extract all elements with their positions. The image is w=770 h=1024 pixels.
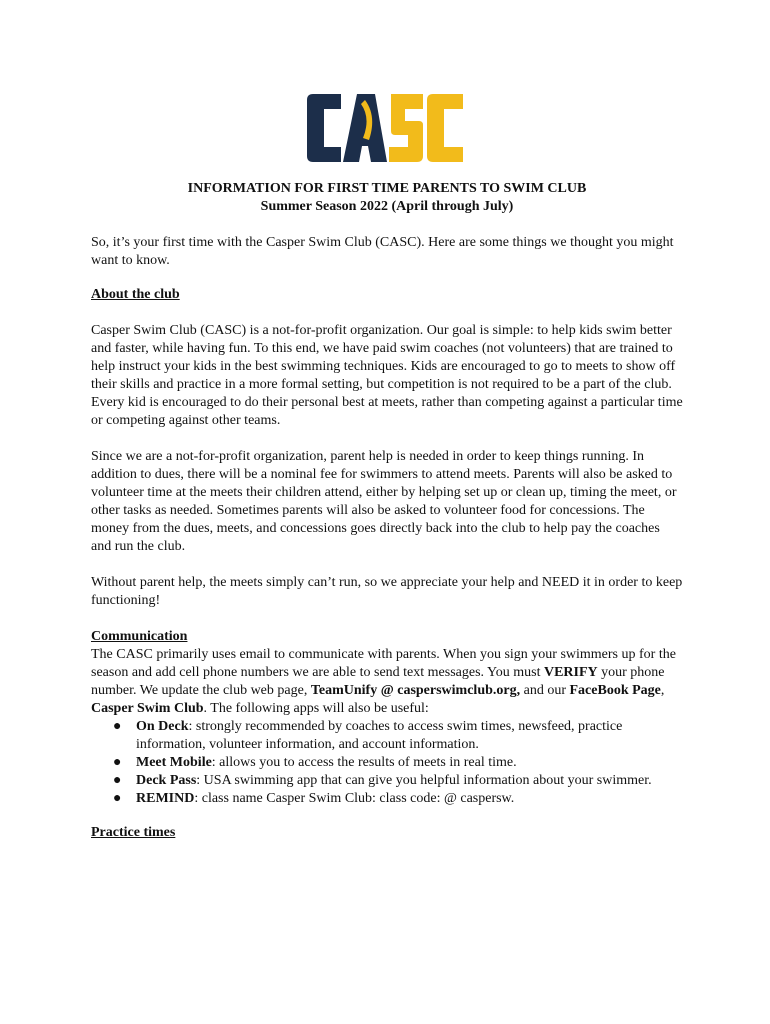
communication-heading: Communication: [91, 629, 188, 644]
bullet-icon: ●: [113, 755, 122, 770]
comm-verify: VERIFY: [543, 665, 598, 680]
comm-facebook-link[interactable]: FaceBook Page: [569, 683, 661, 698]
about-heading: About the club: [91, 287, 180, 302]
list-item: [91, 754, 683, 772]
doc-title: INFORMATION FOR FIRST TIME PARENTS TO SWIM CLUB: [187, 181, 587, 196]
app-desc: : USA swimming app that can give you helpful information about your swimmer.: [196, 773, 652, 788]
comm-text-1: The CASC primarily uses email to communicate with parents. When you sign your swimmers up for the season and add cell phone numbers we are able to send text messages. You must: [91, 647, 676, 680]
intro-paragraph: So, it’s your first time with the Casper Swim Club (CASC). Here are some things we thought you might want to know.: [91, 235, 674, 268]
communication-paragraph: [91, 646, 683, 718]
app-name: REMIND: [136, 791, 195, 806]
casc-logo: [305, 94, 465, 162]
app-desc: : class name Casper Swim Club: class code: @ caspersw.: [194, 791, 515, 806]
bullet-icon: ●: [113, 791, 122, 806]
doc-subtitle: Summer Season 2022 (April through July): [260, 199, 514, 214]
practice-heading: Practice times: [91, 825, 176, 840]
about-paragraph-1: Casper Swim Club (CASC) is a not-for-profit organization. Our goal is simple: to help kids swim better and faster, while having fun. To this end, we have paid swim coaches (not volunteers) that are trained to help instruct your kids in the best swimming techniques. Kids are encouraged to go to meets to show off their skills and practice in a more formal setting, but competition is not required to be a part of the club. Every kid is encouraged to do their personal best at meets, rather than competing against a particular time or competing against other teams.: [91, 323, 683, 428]
app-desc: : strongly recommended by coaches to access swim times, newsfeed, practice information, volunteer information, and account information.: [136, 719, 623, 752]
apps-list: [91, 718, 683, 808]
list-item: [91, 772, 683, 790]
list-item: [91, 718, 683, 754]
app-name: Deck Pass: [136, 773, 197, 788]
bullet-icon: ●: [113, 719, 122, 734]
comm-text-2: your phone number. We update the club web page,: [91, 665, 665, 698]
app-desc: : allows you to access the results of meets in real time.: [211, 755, 517, 770]
list-item: [91, 790, 683, 808]
app-name: Meet Mobile: [136, 755, 212, 770]
comm-text-3: and our: [520, 683, 570, 698]
comm-text-5: . The following apps will also be useful:: [203, 701, 429, 716]
document-body: [91, 180, 683, 842]
comm-text-4: ,: [660, 683, 665, 698]
comm-casper-swim-club: Casper Swim Club: [91, 701, 204, 716]
app-name: On Deck: [136, 719, 189, 734]
about-paragraph-3: Without parent help, the meets simply can’t run, so we appreciate your help and NEED it in order to keep functioning!: [91, 575, 683, 608]
about-paragraph-2: Since we are a not-for-profit organization, parent help is needed in order to keep things running. In addition to dues, there will be a nominal fee for swimmers to attend meets. Parents will also be asked to volunteer time at the meets their children attend, either by helping set up or clean up, timing the meet, or other tasks as needed. Sometimes parents will also be asked to volunteer food for concessions. The money from the dues, meets, and concessions goes directly back into the club to help pay the coaches and run the club.: [91, 449, 677, 554]
comm-teamunify-link[interactable]: TeamUnify @ casperswimclub.org,: [310, 683, 521, 698]
bullet-icon: ●: [113, 773, 122, 788]
